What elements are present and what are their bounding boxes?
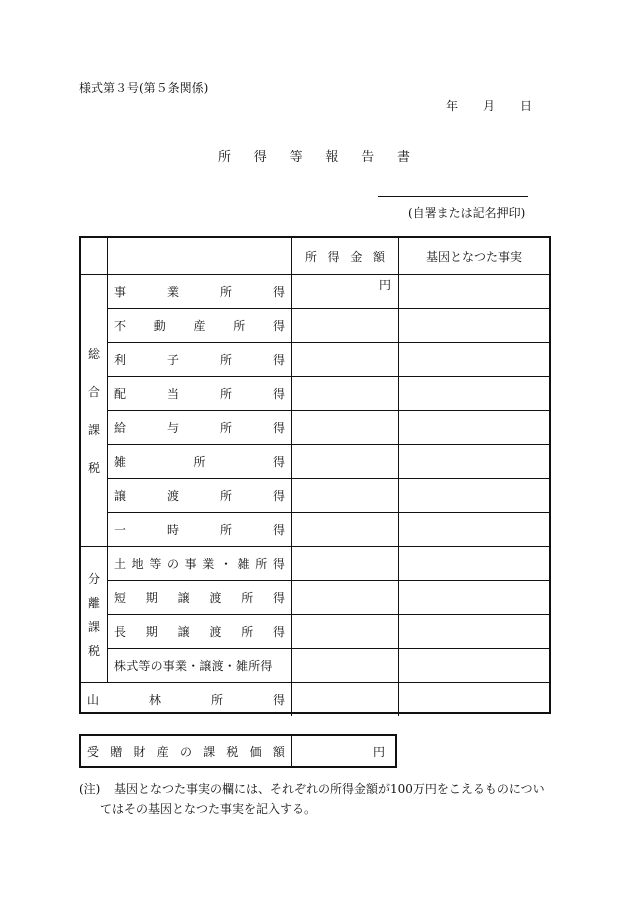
group-col-divider	[107, 238, 108, 682]
income-amount-field[interactable]	[292, 342, 391, 362]
income-row-label-char: 当	[166, 386, 179, 401]
income-row-label-char: 不	[114, 318, 127, 333]
gift-label	[87, 736, 285, 766]
income-row-label-char: 得	[272, 284, 285, 299]
income-row-label-char: 雑	[114, 454, 127, 469]
basis-header: 基因となつた事実	[425, 249, 522, 264]
income-row-label-char: 事	[114, 284, 127, 299]
income-row-label-char: 得	[272, 454, 285, 469]
income-amount-field[interactable]	[292, 648, 391, 668]
income-row-label-char: 業	[202, 556, 215, 571]
income-row-label-char: 地	[131, 556, 144, 571]
basis-field[interactable]	[399, 580, 548, 614]
income-row-label-char: 山	[87, 692, 100, 707]
income-row-label	[114, 546, 285, 580]
income-row-label-char: 得	[272, 488, 285, 503]
income-row-label-char: 所	[193, 454, 206, 469]
signature-line[interactable]	[378, 196, 528, 197]
gift-label-char: 課	[203, 744, 216, 759]
amount-header-char: 額	[372, 249, 385, 264]
income-row-label-char: 給	[114, 420, 127, 435]
income-row-label-char: 得	[272, 318, 285, 333]
yen-unit: 円	[372, 744, 385, 759]
income-row-label-char: 得	[272, 590, 285, 605]
income-row-label-char: の	[166, 556, 179, 571]
income-row-label-char: 所	[241, 590, 254, 605]
income-row-label-char: 得	[272, 624, 285, 639]
basis-field[interactable]	[399, 546, 548, 580]
amount-header	[305, 238, 385, 274]
income-row-label-char: 所	[219, 522, 232, 537]
income-row-label	[114, 614, 285, 648]
basis-field[interactable]	[399, 376, 548, 410]
income-row-label	[114, 376, 285, 410]
title-char: 書	[396, 150, 410, 165]
amount-header-char: 金	[350, 249, 363, 264]
income-row-label-char: 所	[233, 318, 246, 333]
income-row-label-char: 渡	[209, 590, 222, 605]
year-label: 年	[446, 99, 459, 113]
income-amount-field[interactable]	[292, 444, 391, 464]
income-row-label-char: 得	[272, 352, 285, 367]
income-row-label	[114, 444, 285, 478]
basis-field[interactable]	[399, 614, 548, 648]
group-label-char: 税	[87, 460, 100, 475]
basis-field[interactable]	[399, 512, 548, 546]
day-label: 日	[519, 99, 532, 113]
group-label-char: 分	[87, 571, 100, 586]
income-row-label	[114, 342, 285, 376]
income-row-label-char: 雑	[237, 556, 250, 571]
income-row-label	[114, 274, 285, 308]
title-char: 等	[289, 150, 303, 165]
income-row-label-char: 等	[149, 556, 162, 571]
income-row-label-char: 与	[166, 420, 179, 435]
income-row-label-char: 業	[166, 284, 179, 299]
income-row-label-char: 期	[145, 590, 158, 605]
amount-header-char: 所	[305, 249, 318, 264]
income-amount-field[interactable]	[292, 410, 391, 430]
gift-label-char: 税	[226, 744, 239, 759]
title-char: 所	[218, 150, 232, 165]
income-amount-field[interactable]	[292, 376, 391, 396]
gift-amount-field[interactable]	[292, 736, 385, 766]
basis-field[interactable]	[399, 682, 548, 716]
income-row-label-char: 渡	[209, 624, 222, 639]
income-row-label-char: 長	[114, 624, 127, 639]
title-char: 告	[361, 150, 375, 165]
income-row-label-char: 動	[153, 318, 166, 333]
group-label-general	[81, 334, 107, 486]
yen-unit: 円	[378, 277, 391, 292]
income-row-label-char: 利	[114, 352, 127, 367]
group-label-char: 離	[87, 595, 100, 610]
group-label-char: 課	[87, 619, 100, 634]
income-row-label-char: 所	[219, 420, 232, 435]
income-amount-field[interactable]	[292, 682, 391, 702]
income-row-label-char: 短	[114, 590, 127, 605]
income-amount-field[interactable]	[292, 274, 391, 294]
income-row-label-char: 子	[166, 352, 179, 367]
income-amount-field[interactable]	[292, 308, 391, 328]
income-row-label	[114, 308, 285, 342]
basis-field[interactable]	[399, 308, 548, 342]
income-row-label-char: 所	[241, 624, 254, 639]
income-row-label-char: 所	[219, 488, 232, 503]
income-row-label-char: 事	[184, 556, 197, 571]
gift-label-char: の	[179, 744, 192, 759]
group-label-char: 総	[87, 346, 100, 361]
basis-field[interactable]	[399, 444, 548, 478]
gift-label-char: 財	[133, 744, 146, 759]
gift-label-char: 額	[272, 744, 285, 759]
group-label-char: 税	[87, 643, 100, 658]
income-amount-field[interactable]	[292, 580, 391, 600]
income-row-label	[114, 512, 285, 546]
income-amount-field[interactable]	[292, 614, 391, 634]
basis-field[interactable]	[399, 648, 548, 682]
income-row-label-char: 所	[219, 284, 232, 299]
gift-label-char: 受	[87, 744, 100, 759]
date-line	[446, 97, 532, 114]
income-row-label-char: 得	[272, 692, 285, 707]
income-row-label-char: 所	[210, 692, 223, 707]
income-amount-field[interactable]	[292, 546, 391, 566]
income-amount-field[interactable]	[292, 478, 391, 498]
income-row-label-char: 得	[272, 556, 285, 571]
income-amount-field[interactable]	[292, 512, 391, 532]
income-row-label: 株式等の事業・譲渡・雑所得	[114, 658, 273, 673]
month-label: 月	[482, 99, 495, 113]
income-row-label-char: 得	[272, 522, 285, 537]
income-report-table	[79, 236, 551, 714]
group-label-char: 課	[87, 422, 100, 437]
income-row-label-char: 一	[114, 522, 127, 537]
income-row-label	[114, 410, 285, 444]
income-row-label-char: 所	[255, 556, 268, 571]
income-row-label-char: 得	[272, 386, 285, 401]
gift-label-char: 価	[249, 744, 262, 759]
group-label-separate	[81, 566, 107, 662]
amount-header-char: 得	[327, 249, 340, 264]
income-row-label-char: 得	[272, 420, 285, 435]
form-number: 様式第３号(第５条関係)	[79, 81, 209, 95]
gift-label-char: 贈	[110, 744, 123, 759]
basis-field[interactable]	[399, 342, 548, 376]
income-row-label-char: 時	[166, 522, 179, 537]
signature-label: (自署または記名押印)	[408, 206, 526, 220]
note-mark: (注)	[79, 782, 101, 796]
income-row-label-char: ・	[219, 556, 232, 571]
document-title	[218, 146, 410, 165]
income-row-label-char: 土	[114, 556, 127, 571]
basis-field[interactable]	[399, 478, 548, 512]
income-row-label	[87, 682, 285, 716]
income-row-label-char: 所	[219, 386, 232, 401]
income-row-label	[114, 580, 285, 614]
basis-field[interactable]	[399, 274, 548, 308]
income-row-label-char: 産	[193, 318, 206, 333]
income-row-label-char: 譲	[114, 488, 127, 503]
income-row-label-char: 期	[145, 624, 158, 639]
income-row-label-char: 林	[148, 692, 161, 707]
title-char: 得	[253, 150, 267, 165]
income-row-label-char: 配	[114, 386, 127, 401]
gift-tax-table	[79, 734, 397, 768]
title-char: 報	[325, 150, 339, 165]
gift-label-char: 産	[156, 744, 169, 759]
income-row-label	[114, 478, 285, 512]
income-row-label-char: 譲	[177, 624, 190, 639]
basis-field[interactable]	[399, 410, 548, 444]
group-label-char: 合	[87, 384, 100, 399]
income-row-label-char: 渡	[166, 488, 179, 503]
income-row-label-char: 譲	[177, 590, 190, 605]
footnote	[79, 779, 554, 819]
income-row-label-char: 所	[219, 352, 232, 367]
note-text: 基因となつた事実の欄には、それぞれの所得金額が100万円をこえるものについてはその基因となつた事実を記入する。	[100, 782, 545, 816]
